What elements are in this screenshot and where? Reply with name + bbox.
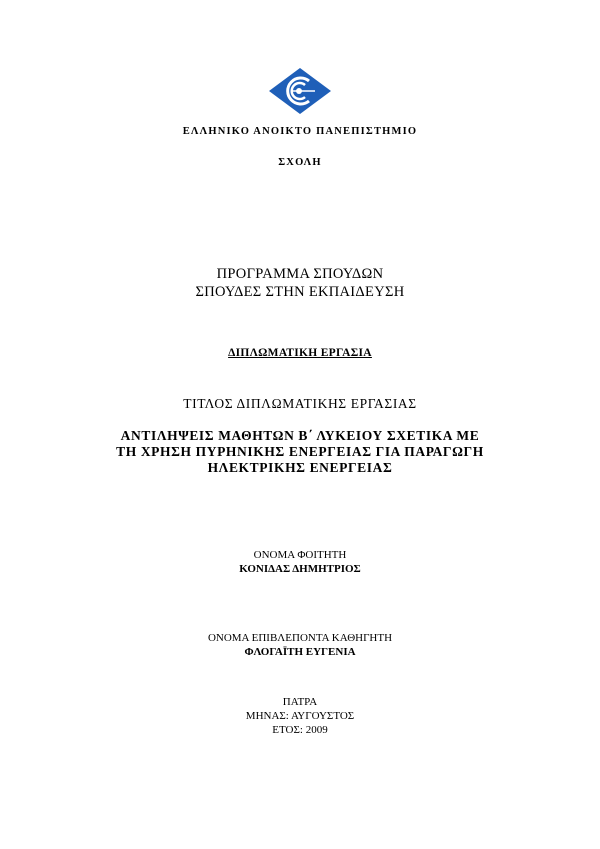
thesis-type: ΔΙΠΛΩΜΑΤΙΚΗ ΕΡΓΑΣΙΑ (228, 347, 372, 359)
thesis-title-line-1: ΑΝΤΙΛΗΨΕΙΣ ΜΑΘΗΤΩΝ Β΄ ΛΥΚΕΙΟΥ ΣΧΕΤΙΚΑ ΜΕ (120, 428, 480, 443)
supervisor-name: ΦΛΟΓΑΪΤΗ ΕΥΓΕΝΙΑ (244, 646, 356, 658)
thesis-title-line-2: ΤΗ ΧΡΗΣΗ ΠΥΡΗΝΙΚΗΣ ΕΝΕΡΓΕΙΑΣ ΓΙΑ ΠΑΡΑΓΩΓΗ (116, 444, 484, 459)
city: ΠΑΤΡΑ (282, 696, 318, 708)
program-title-line-1: ΠΡΟΓΡΑΜΜΑ ΣΠΟΥΔΩΝ (216, 266, 384, 282)
school-name: ΣΧΟΛΗ (278, 157, 322, 168)
thesis-title-heading: ΤΙΤΛΟΣ ΔΙΠΛΩΜΑΤΙΚΗΣ ΕΡΓΑΣΙΑΣ (183, 396, 417, 411)
student-name: ΚΟΝΙΔΑΣ ΔΗΜΗΤΡΙΟΣ (239, 563, 361, 575)
student-name-label: ΟΝΟΜΑ ΦΟΙΤΗΤΗ (253, 549, 347, 561)
supervisor-name-label: ΟΝΟΜΑ ΕΠΙΒΛΕΠΟΝΤΑ ΚΑΘΗΓΗΤΗ (207, 632, 393, 644)
thesis-title-line-3: ΗΛΕΚΤΡΙΚΗΣ ΕΝΕΡΓΕΙΑΣ (207, 460, 393, 475)
month: ΜΗΝΑΣ: ΑΥΓΟΥΣΤΟΣ (245, 710, 355, 722)
program-title-line-2: ΣΠΟΥΔΕΣ ΣΤΗΝ ΕΚΠΑΙΔΕΥΣΗ (195, 284, 405, 300)
institution-name: ΕΛΛΗΝΙΚΟ ΑΝΟΙΚΤΟ ΠΑΝΕΠΙΣΤΗΜΙΟ (182, 126, 418, 137)
university-logo-icon (269, 68, 331, 114)
year: ΕΤΟΣ: 2009 (272, 724, 328, 736)
